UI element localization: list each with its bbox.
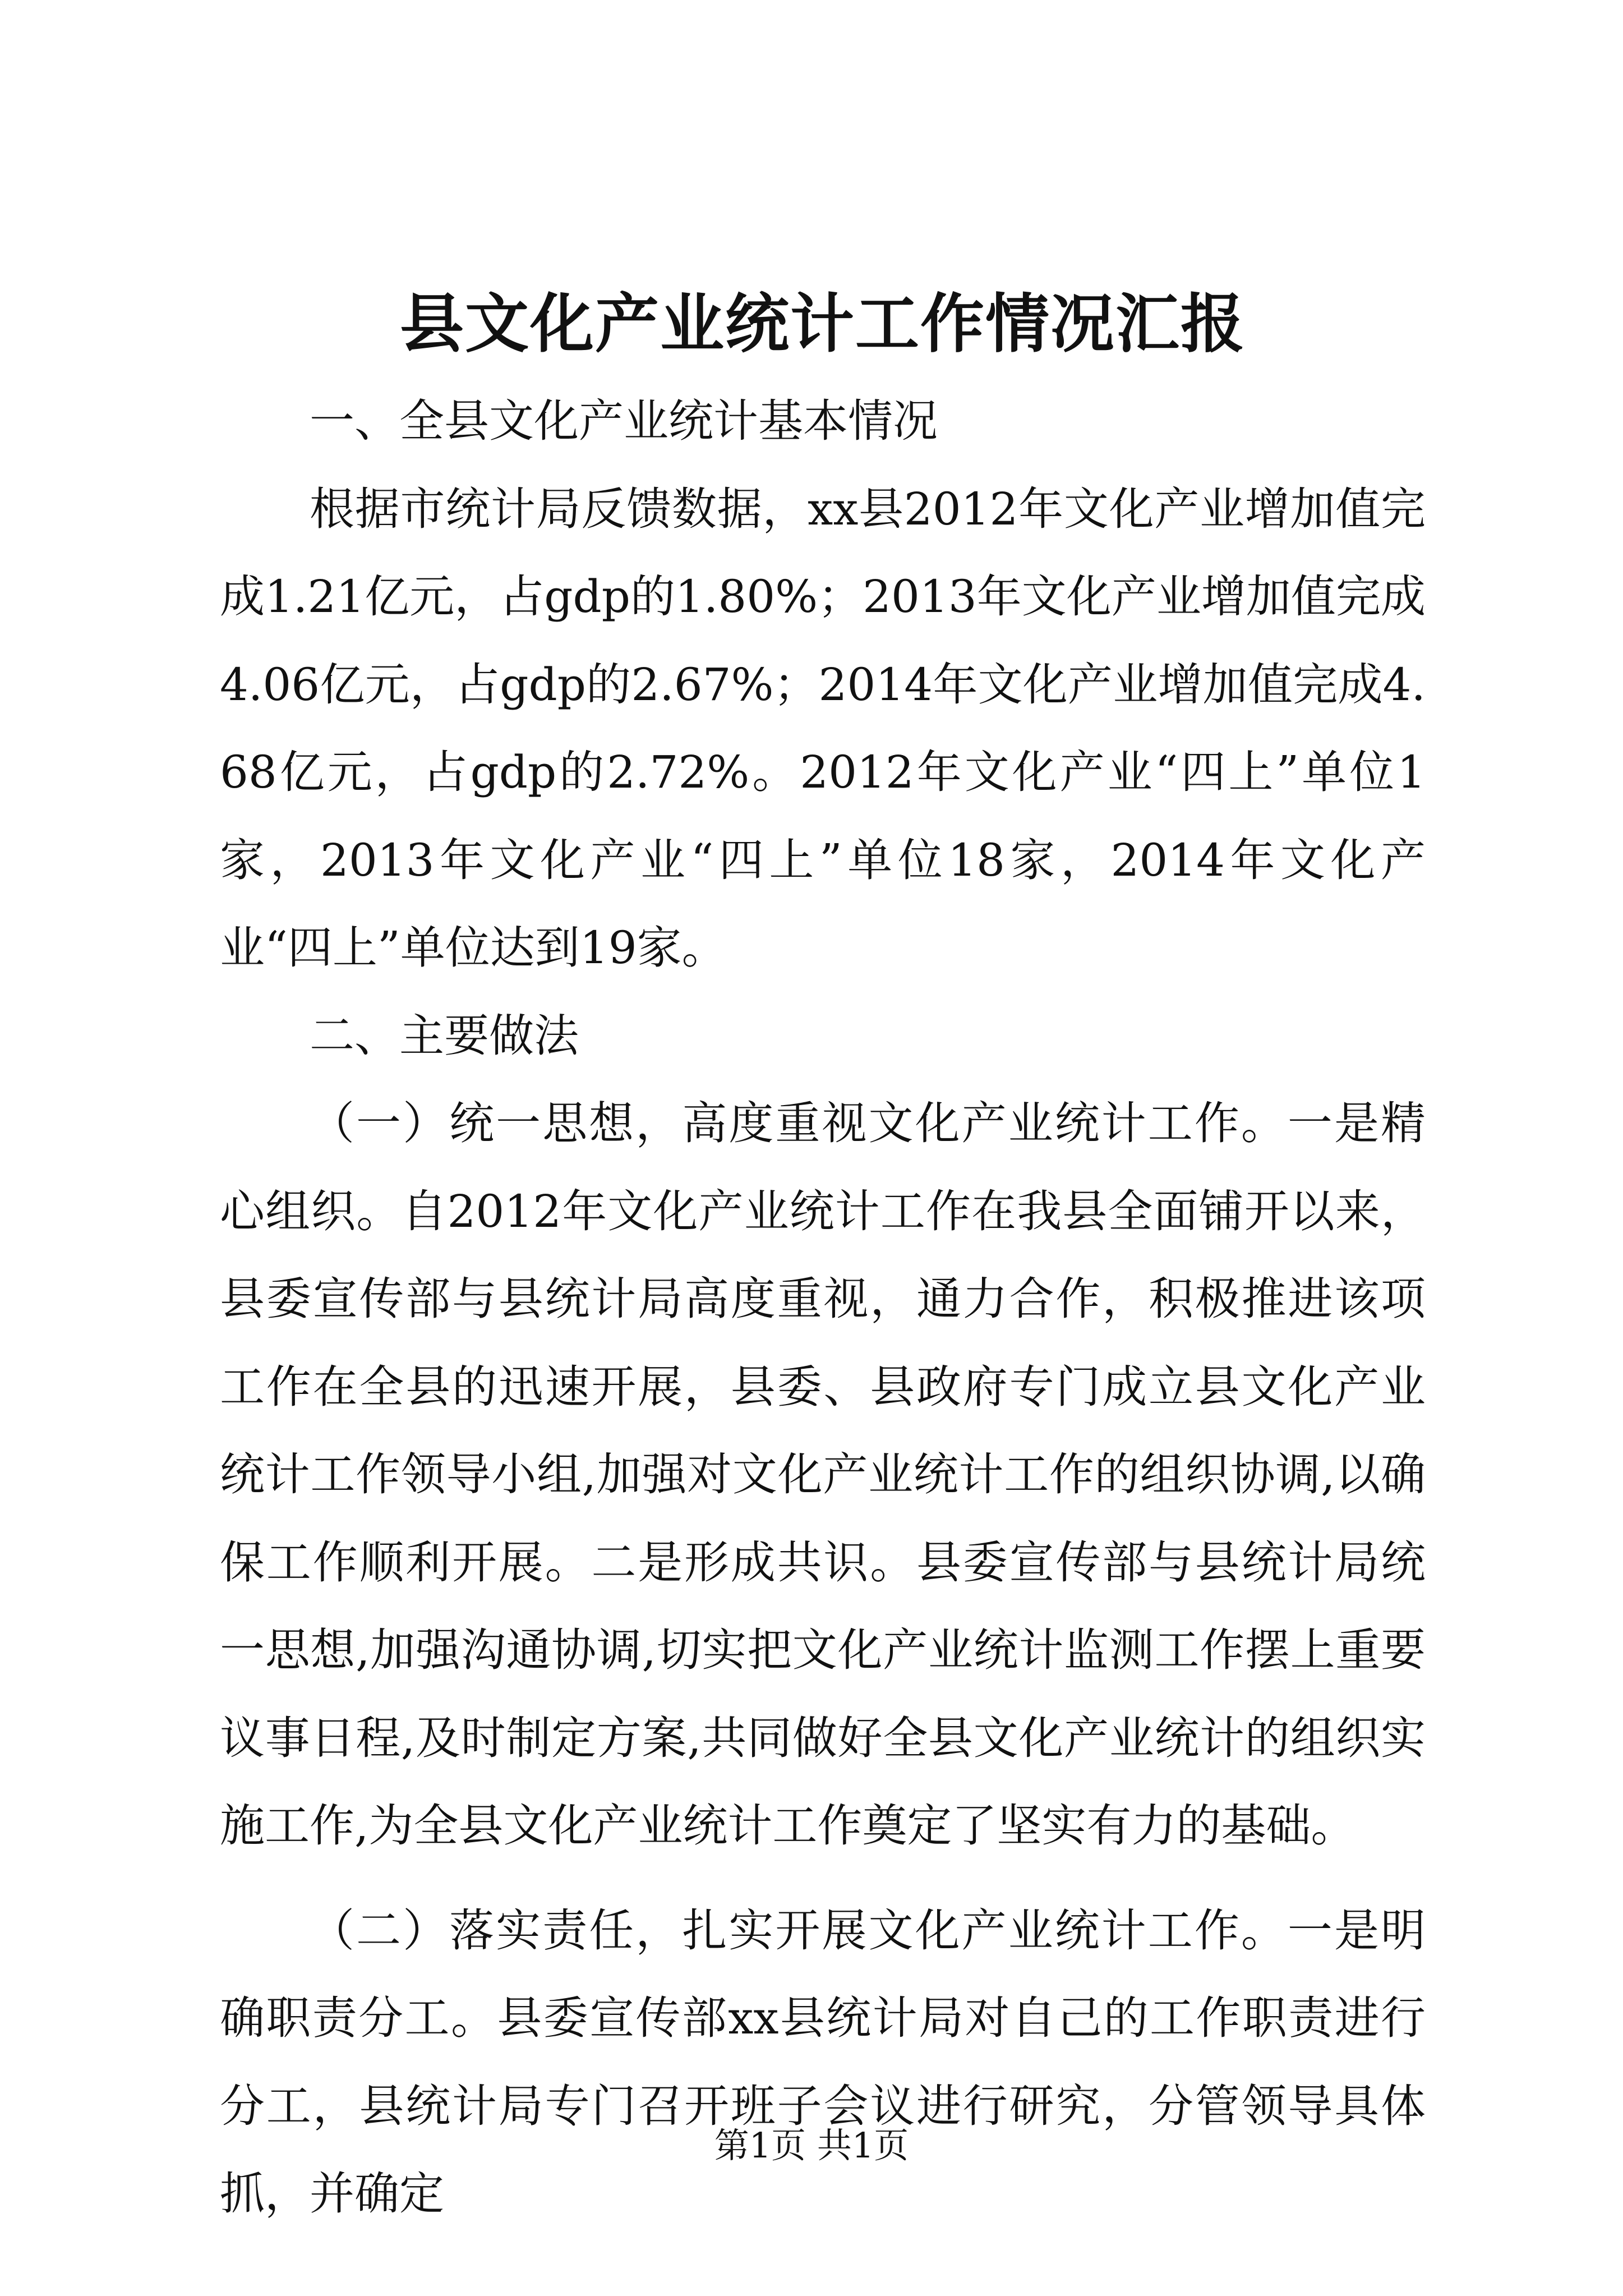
section-heading-main-practices: 二、主要做法 bbox=[310, 1009, 579, 1062]
paragraph-unify-thinking: （一）统一思想，高度重视文化产业统计工作。一是精心组织。自2012年文化产业统计工作在我县全面铺开以来，县委宣传部与县统计局高度重视，通力合作，积极推进该项工作在全县的迅速开展，县委、县政府专门成立县文化产业统计工作领导小组,加强对文化产业统计工作的组织协调,以确保工作顺利开展。二是形成共识。县委宣传部与县统计局统一思想,加强沟通协调,切实把文化产业统计监测工作摆上重要议事日程,及时制定方案,共同做好全县文化产业统计的组织实施工作,为全县文化产业统计工作奠定了坚实有力的基础。 bbox=[220, 1097, 1426, 1852]
document-body bbox=[220, 275, 1426, 2238]
page-number-footer: 第1页 共1页 bbox=[714, 2125, 909, 2166]
section-heading-basic-situation: 一、全县文化产业统计基本情况 bbox=[310, 395, 938, 447]
paragraph-statistics-data: 根据市统计局反馈数据，xx县2012年文化产业增加值完成1.21亿元，占gdp的1.80%；2013年文化产业增加值完成4.06亿元，占gdp的2.67%；2014年文化产业增加值完成4.68亿元，占gdp的2.72%。2012年文化产业“四上”单位1家，2013年文化产业“四上”单位18家，2014年文化产业“四上”单位达到19家。 bbox=[220, 482, 1426, 974]
paragraph-implement-responsibility: （二）落实责任，扎实开展文化产业统计工作。一是明确职责分工。县委宣传部xx县统计局对自己的工作职责进行分工，县统计局专门召开班子会议进行研究，分管领导具体抓，并确定 bbox=[220, 1904, 1426, 2220]
document-title: 县文化产业统计工作情况汇报 bbox=[399, 286, 1246, 361]
